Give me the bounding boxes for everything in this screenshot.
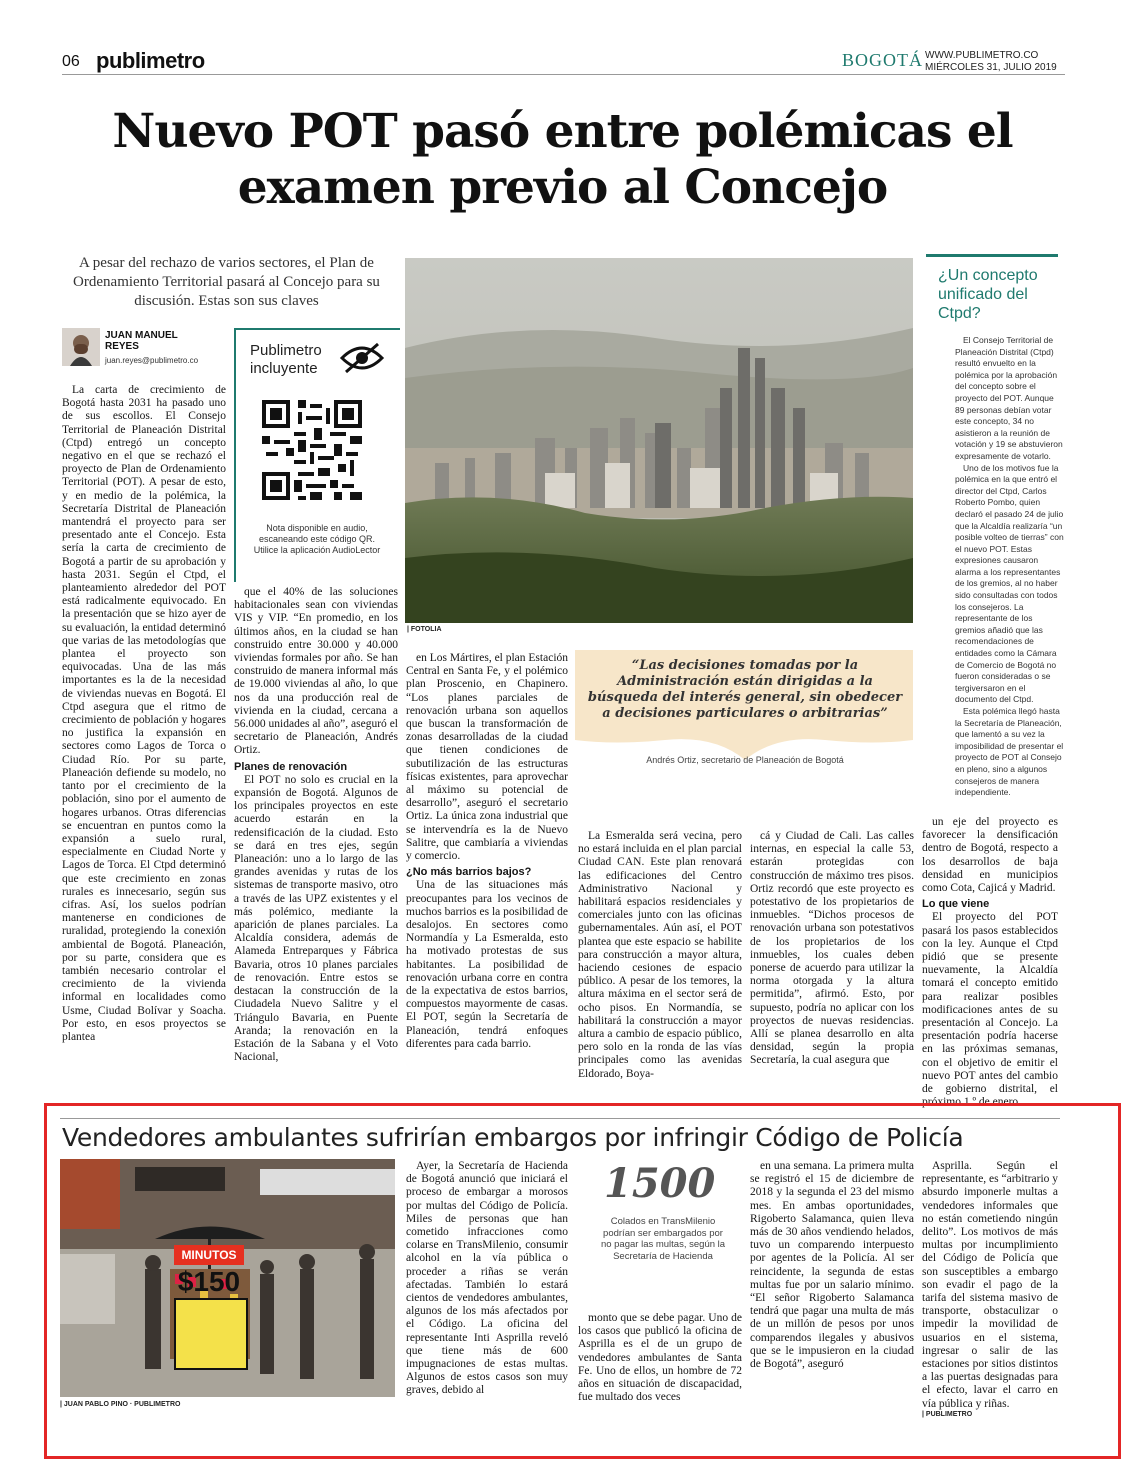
bottom-column-3 <box>750 1160 914 1422</box>
photo-credit: | JUAN PABLO PINO · PUBLIMETRO <box>60 1401 181 1408</box>
photo-credit-2: | PUBLIMETRO <box>922 1411 973 1418</box>
author-name: JUAN MANUEL REYES <box>105 330 178 352</box>
sidebar-title: ¿Un concepto unificado del Ctpd? <box>938 267 1038 322</box>
sidebar-text <box>955 335 1065 811</box>
publication-logo: publimetro <box>96 48 205 73</box>
article-column-3 <box>406 652 568 1100</box>
article-column-1 <box>62 384 226 1100</box>
city-skyline-photo <box>405 258 913 623</box>
section-heading: Planes de renovación <box>234 760 348 773</box>
issue-date: MIÉRCOLES 31, JULIO 2019 <box>925 62 1057 73</box>
article-column-4 <box>578 830 742 1100</box>
inclusive-title: Publimetro incluyente <box>250 342 322 377</box>
photo-credit: | FOTOLIA <box>407 626 442 633</box>
big-number-caption: Colados en TransMilenio podrían ser embargados por no pagar las multas, según la Secretaría de Hacienda <box>600 1216 726 1262</box>
article-column-5 <box>750 830 914 1100</box>
author-photo-icon <box>62 328 100 366</box>
header-rule <box>62 74 1065 75</box>
header-info <box>925 50 1057 74</box>
vendor-sign-price: $150 <box>177 1266 241 1297</box>
qr-code-icon <box>262 400 362 504</box>
article-column-2 <box>234 586 398 1100</box>
section-label: BOGOTÁ <box>842 50 923 70</box>
page-number: 06 <box>62 53 80 70</box>
eye-icon <box>340 342 384 378</box>
bottom-column-2 <box>578 1312 742 1422</box>
paragraph: monto que se debe pagar. Uno de los casos que publicó la oficina de Asprilla es el de un grupo de vendedores ambulantes de Santa Fe. Uno de ellos, un hombre de 72 años en situación de discapacidad, fue multado dos veces <box>578 1312 742 1404</box>
paragraph: El Consejo Territorial de Planeación Distrital (Ctpd) resultó envuelto en la polémica por la aprobación del concepto sobre el proyecto del POT. Aunque 89 personas debían votar este concepto, 34 no asistieron a la reunión de votación y 19 se abstuvieron expresamente de votarlo. <box>955 335 1063 461</box>
section-heading: Lo que viene <box>922 898 990 911</box>
vendor-sign-label: MINUTOS <box>174 1245 244 1265</box>
quote-attribution: Andrés Ortiz, secretario de Planeación de Bogotá <box>646 755 844 765</box>
bottom-column-1 <box>406 1160 568 1422</box>
paragraph: Asprilla. Según el representante, es “arbitrario y absurdo imponerle multas a vendedores informales que no están cometiendo ningún delito”. Los motivos de más multas por incumplimiento del Código de Policía que son susceptibles a embargo son evadir el pago de la tarifa del sistema masivo de transporte, obstaculizar o impedir la movilidad de usuarios en el sistema, ingresar o salir de las estaciones por sitios distintos a las puertas designadas para el efecto, lavar el carro en vía pública y riñas. <box>922 1160 1059 1410</box>
paragraph: El proyecto del POT pasará los pasos establecidos con la ley. Aunque el Ctpd pidió que se presente nuevamente, la Alcaldía tomará el concepto emitido para realizar posibles modificaciones antes de su presentación al Concejo. La presentación podría hacerse en las próximas semanas, con el objetivo de emitir el nuevo POT antes del cambio de gobierno distrital, el próximo 1.º de enero. <box>922 911 1058 1109</box>
paragraph: Esta polémica llegó hasta la Secretaría de Planeación, que lamentó a su vez la imposibilidad de presentar el proyecto de POT al Consejo en pleno, sino a algunos consejeros de manera independiente. <box>955 706 1064 798</box>
paragraph: Uno de los motivos fue la polémica en la que entró el director del Ctpd, Carlos Roberto Pombo, quien declaró el pasado 24 de julio que la Alcaldía realizaría “un posible volteo de tierras” con el nuevo POT. Estas expresiones causaron alarma a los representantes de los gremios, al no haber sido consultadas con todos los consejeros. La representante de los gremios añadió que las recomendaciones de entidades como la Cámara de Comercio de Bogotá no fueron consideradas o se tergiversaron en el documento del Ctpd. <box>955 462 1064 705</box>
bottom-headline: Vendedores ambulantes sufrirían embargos por infringir Código de Policía <box>62 1123 964 1152</box>
paragraph: un eje del proyecto es favorecer la densificación dentro de Bogotá, respecto a los desarrollos de baja densidad en municipios como Cota, Cajicá y Madrid. <box>922 816 1058 895</box>
paragraph: que el 40% de las soluciones habitacionales sean con viviendas VIS y VIP. “En promedio, en los últimos años, en la ciudad se han construido entre 30.000 y 40.000 viviendas formales por año. Se han construido de manera informal más de 19.000 viviendas al año, lo que nos da una producción real de vivienda en la ciudad, cercana a 56.000 unidades al año”, aseguró el secretario de Planeación, Andrés Ortiz. <box>234 586 398 757</box>
big-number: 1500 <box>604 1160 716 1207</box>
website-url: WWW.PUBLIMETRO.CO <box>925 50 1039 61</box>
paragraph: cá y Ciudad de Cali. Las calles internas, en especial la calle 53, estarán protegidas con construcción de máximo tres pisos. Ortiz recordó que este proyecto es potestativo de los propietarios de inmuebles. “Dichos procesos de renovación urbana son potestativos de los propietarios de los inmuebles, los cuales deben ponerse de acuerdo para utilizar la norma otorgada y la altura permitida”, afirmó. Esto, por supuesto, podría no aplicar con los proyectos de nuevas residencias. Allí se planea desarrollo en alta densidad, según la propia Secretaría, la cual asegura que <box>750 830 914 1067</box>
paragraph: Ayer, la Secretaría de Hacienda de Bogotá anunció que iniciará el proceso de embargar a morosos por multas del Código de Policía. Miles de personas que han cometido infracciones como colarse en TransMilenio, consumir alcohol en la vía pública o proceder a riñas se verán afectadas. También lo estará cientos de vendedores ambulantes, algunos de los más afectados por el Código. La oficina del representante Inti Asprilla reveló que tiene más de 600 impugnaciones de estas multas. Algunos de estos casos son muy graves, debido al <box>406 1160 568 1397</box>
paragraph: La carta de crecimiento de Bogotá hasta 2031 ha pasado uno de sus escollos. El Consejo Territorial de Planeación Distrital (Ctpd) entregó un concepto negativo en el que se rechazó el proyecto de Plan de Ordenamiento Territorial (POT). A pesar de esto, y en medio de la polémica, la Secretaría Distrital de Planeación mantendrá el proyecto para ser presentado ante el Concejo. Esta sería la carta de crecimiento de Bogotá a partir de su aprobación y hasta 2031. Según el Ctpd, el planteamiento alrededor del POT está radicalmente equivocado. En la presentación que se hizo ayer de su evaluación, la entidad determinó que varias de las metodologías que plantea el proyecto son equivocadas. Una de las más importantes es la de la necesidad de viviendas nuevas en Bogotá. El Ctpd asegura que el ritmo de crecimiento de población y hogares no justifica la expansión en sectores como Lagos de Torca o Ciudad Río. Por su parte, Planeación defiende su modelo, no tanto por el crecimiento de la población, sino por el aumento de hogares urbanos. Otras diferencias se encuentran en puntos como la expansión a suelo rural, especialmente en Ciudad Norte y Lagos de Torca. El Ctpd determinó que este crecimiento en zonas rurales es innecesario, según sus cifras. Así, los suelos podrían mantenerse en condiciones de ruralidad, protegiendo la conexión ambiental de Bogotá. Planeación, por su parte, considera que es también necesario controlar el crecimiento de la vivienda informal en localidades como Usme, Ciudad Bolívar y Soacha. Por esto, en esos proyectos se plantea <box>62 384 226 1043</box>
author-avatar <box>62 328 100 366</box>
article-column-6 <box>922 816 1058 1109</box>
sidebar-rule <box>926 254 1058 257</box>
bogota-skyline-icon <box>405 258 913 623</box>
subheadline: A pesar del rechazo de varios sectores, el Plan de Ordenamiento Territorial pasará al Concejo para su discusión. Estas son sus claves <box>73 255 380 309</box>
paragraph: La Esmeralda será vecina, pero no estará incluida en el plan parcial Ciudad CAN. Este plan renovará las edificaciones del Centro Administrativo Nacional y habilitará espacios residenciales y comerciales junto con las oficinas gubernamentales. Aún así, el POT plantea que este espacio se habilite para construcción a mayor altura, haciendo cesiones de espacio público. A pesar de los temores, la altura máxima en el sector será de ocho pisos. En Normandía, se habilitará la construcción a mayor altura a cambio de espacio público, pero solo en la ronda de las vías principales como las avenidas Eldorado, Boya- <box>578 830 742 1080</box>
pull-quote: “Las decisiones tomadas por la Administración están dirigidas a la búsqueda del interés general, sin obedecer a decisiones particulares o arbitrarias” <box>587 658 903 721</box>
paragraph: en Los Mártires, el plan Estación Central en Santa Fe, y el polémico plan Proscenio, en Chapinero. “Los planes parciales de renovación urbana son aquellos que buscan la transformación de zonas desarrolladas de la ciudad que tienen condiciones de subutilización de las estructuras físicas existentes, para aprovechar al máximo su potencial de desarrollo”, aseguró el secretario Ortiz. La única zona industrial que se intervendría es la de Nuevo Salitre, que cambiaría a viviendas y comercio. <box>406 652 569 863</box>
paragraph: en una semana. La primera multa se registró el 15 de diciembre de 2018 y la segunda el 23 del mismo mes. En ambas oportunidades, Rigoberto Salamanca, quien lleva más de 30 años vendiendo helados, tuvo un comparendo interpuesto por agentes de la Policía. Al ser reincidente, la segunda de estas multas fue por un salario mínimo. “El señor Rigoberto Salamanca tendrá que pagar una multa de más de un millón de pesos por unos comparendos ilegales y abusivos que se le impusieron en la ciudad de Bogotá”, aseguró <box>750 1160 914 1371</box>
author-email: juan.reyes@publimetro.co <box>105 356 199 365</box>
bottom-column-4 <box>922 1160 1058 1410</box>
paragraph: El POT no solo es crucial en la expansión de Bogotá. Algunos de los principales proyectos en este acuerdo estarán en la redensificación de la ciudad. Esto se dará en tres ejes, según Planeación: uno a lo largo de las grandes avenidas y rutas de los sistemas de transporte masivo, otro a través de las UPZ existentes y el más polémico, mediante la aparición de planes parciales. La Alcaldía considera, además de Alameda Entreparques y Fábrica Bavaria, otros 10 planes parciales de renovación. Entre estos se destacan la construcción de la Ciudadela Nuevo Salitre y el Triángulo Bavaria, en Puente Aranda; la renovación en la Estación de la Sabana y el Voto Nacional, <box>234 773 398 1064</box>
main-headline: Nuevo POT pasó entre polémicas el examen previo al Concejo <box>112 104 1013 215</box>
bottom-rule <box>60 1118 1060 1119</box>
paragraph: Una de las situaciones más preocupantes para los vecinos de muchos barrios es la posibilidad de desalojos. En sectores como Normandía y La Esmeralda, esto ha motivado protestas de sus habitantes. La posibilidad de renovación urbana corre en contra de la expectativa de estos barrios, compuestos mayormente de casas. El POT, según la Secretaría de Planeación, tendrá enfoques diferentes para cada barrio. <box>406 879 568 1050</box>
inclusive-note: Nota disponible en audio, escaneando este código QR. Utilice la aplicación AudioLector <box>253 523 381 555</box>
section-heading: ¿No más barrios bajos? <box>406 866 532 879</box>
